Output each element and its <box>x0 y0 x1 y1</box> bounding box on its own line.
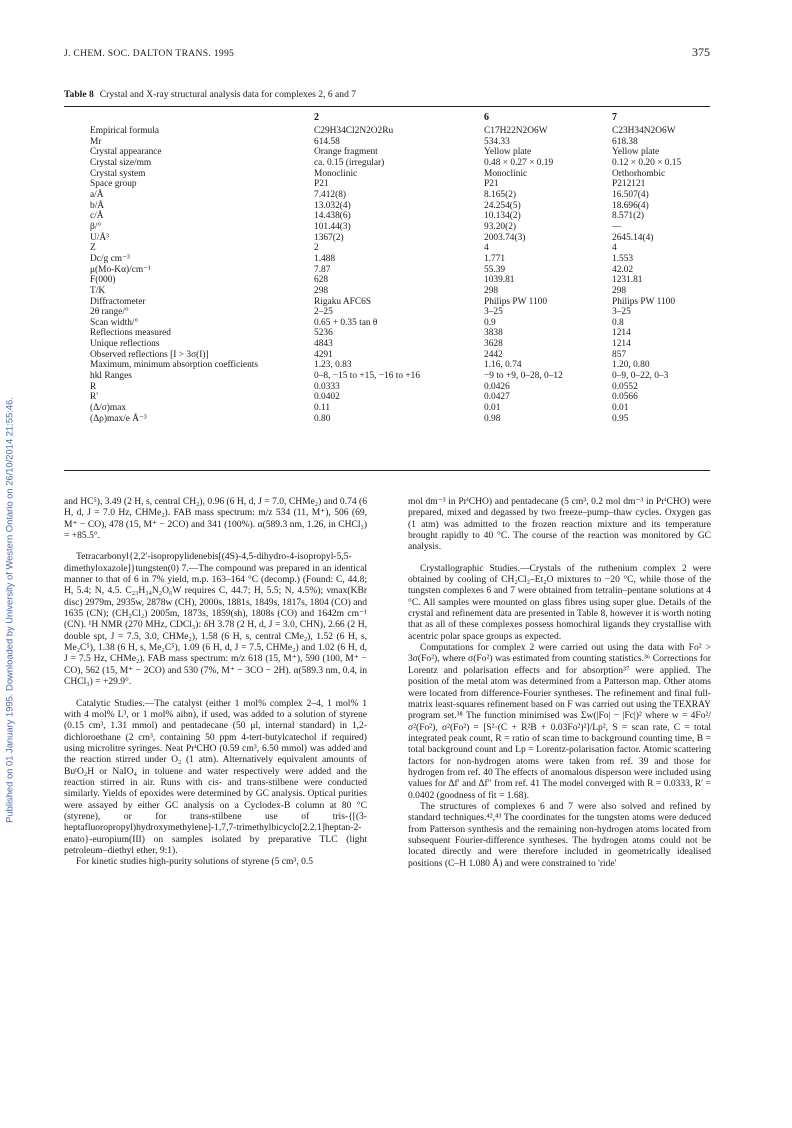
column-header: 6 <box>484 112 489 123</box>
row-label: R <box>90 381 97 392</box>
table-cell: 1.20, 0.80 <box>612 360 650 371</box>
table-row <box>64 169 710 180</box>
table-row <box>64 233 710 244</box>
table-cell: 4843 <box>314 339 333 350</box>
left-text-column <box>64 496 367 868</box>
table-cell: Yellow plate <box>484 147 532 158</box>
table-cell: 857 <box>612 349 627 360</box>
row-label: Observed reflections [I > 3σ(I)] <box>90 349 209 360</box>
running-header <box>64 42 710 62</box>
table-cell: C29H34Cl2N2O2Ru <box>314 126 394 136</box>
table-cell: 0.98 <box>484 413 501 424</box>
paragraph: and HC⁵), 3.49 (2 H, s, central CH₂), 0.96 (6 H, d, J = 7.0, CHMe₂) and 0.74 (6 H, d, J = 7.0 Hz, CHMe₂). FAB mass spectrum: m/z 534 (11, M⁺), 506 (69, M⁺ − CO), 478 (15, M⁺ − 2CO) and 341 (100%). α(589.3 nm, 1.26, in CHCl₃) = +85.5°. <box>64 496 367 542</box>
table-cell: 298 <box>314 285 329 296</box>
table-cell: C17H22N2O6W <box>484 126 548 136</box>
table-cell: 3–25 <box>484 307 503 318</box>
table-row <box>64 318 710 329</box>
table-cell: 0.95 <box>612 413 629 424</box>
table-cell: 3628 <box>484 339 503 350</box>
table-bottom-rule <box>64 470 710 471</box>
table-cell: 298 <box>484 285 499 296</box>
row-label: Empirical formula <box>90 126 159 136</box>
column-header: 7 <box>612 112 617 123</box>
table-cell: 1214 <box>612 328 631 339</box>
row-label: a/Å <box>90 189 104 200</box>
paragraph: For kinetic studies high-purity solutions of styrene (5 cm³, 0.5 <box>76 856 313 868</box>
table-cell: 0.0426 <box>484 381 510 392</box>
table-cell: 0.8 <box>612 317 624 328</box>
row-label: Space group <box>90 179 137 190</box>
table-cell: 0–8, −15 to +15, −16 to +16 <box>314 371 421 382</box>
paragraph: Crystallographic Studies.—Crystals of the ruthenium complex 2 were obtained by cooling of CH₂Cl₂–Et₂O mixtures to −20 °C, while those of the tungsten complexes 6 and 7 were obtained from tetralin–pentane solutions at 4 °C. All samples were mounted on glass fibres using super glue. Details of the crystal and refinement data are presented in Table 8, however it is worth noting that as all of these complexes possess homochiral ligands they crystallise with acentric polar space groups as expected. <box>408 562 711 642</box>
table-row <box>64 339 710 350</box>
table-cell: 18.696(4) <box>612 200 649 211</box>
table-cell: 4 <box>484 243 489 254</box>
row-label: b/Å <box>90 200 105 211</box>
table-cell: 1.16, 0.74 <box>484 360 522 371</box>
table-cell: P21 <box>314 179 329 190</box>
row-label: Crystal system <box>90 168 146 179</box>
table-cell: 0.80 <box>314 413 331 424</box>
row-label: μ(Mo-Kα)/cm⁻¹ <box>90 264 151 275</box>
row-label: Maximum, minimum absorption coefficients <box>90 360 259 371</box>
table-label: Table 8 <box>64 89 94 100</box>
paragraph: Catalytic Studies.—The catalyst (either 1 mol% complex 2–4, 1 mol% 1 with 4 mol% L³, or 1 mol% aibn), if used, was added to a solution of styrene (0.15 cm³, 1.31 mmol) and pentadecane (50 μl, internal standard) in 1,2-dichloroethane (2 cm³, containing 50 ppm 4-tert-butylcatechol if required) using microlitre syringes. Neat PrⁱCHO (0.59 cm³, 6.50 mmol) was added and the reaction stirred under O₂ (1 atm). Alternatively equivalent amounts of BuᵗO₂H or NaIO₄ in toluene and water respectively were added and the reaction stirred in air. Runs with cis- and trans-stilbene were conducted similarly. Yields of epoxides were determined by GC analysis. Optical purities were assayed by either GC analysis on a Cyclodex-B column at 80 °C (styrene), or for trans-stilbene use of tris-{[(3-heptafluoropropyl)hydroxymethylene]-1,7,7-trimethylbicyclo[2.2.1]heptan-2-enato}-europium(III) on samples isolated by preparative TLC (light petroleum–diethyl ether, 9:1). <box>64 697 367 856</box>
table-row <box>64 371 710 382</box>
table-cell: Philips PW 1100 <box>484 296 548 307</box>
table-cell: 0.0333 <box>314 381 340 392</box>
table-row <box>64 190 710 201</box>
table-cell: 55.39 <box>484 264 506 275</box>
row-label: Crystal size/mm <box>90 157 152 168</box>
table-cell: 0.0566 <box>612 392 638 403</box>
row-label: β/° <box>90 221 102 232</box>
table-row <box>64 222 710 233</box>
table-row <box>64 201 710 212</box>
table-cell: 298 <box>612 285 627 296</box>
table-caption <box>64 89 356 100</box>
table-cell: Orange fragment <box>314 147 378 158</box>
row-label: c/Å <box>90 211 104 222</box>
table-row <box>64 158 710 169</box>
row-label: Crystal appearance <box>90 147 162 158</box>
table-cell: 2645.14(4) <box>612 232 654 243</box>
table-cell: P212121 <box>612 179 646 190</box>
row-label: (Δρ)max/e Å⁻³ <box>90 413 147 424</box>
table-cell: Rigaku AFC6S <box>314 296 372 307</box>
table-cell: 4 <box>612 243 617 254</box>
table-row <box>64 392 710 403</box>
table-cell: 1.771 <box>484 253 506 264</box>
table-cell: 14.438(6) <box>314 211 351 222</box>
row-label: U/Å³ <box>90 232 109 243</box>
table-cell: 628 <box>314 275 329 286</box>
table-cell: Orthorhombic <box>612 168 666 179</box>
table-caption-text: Crystal and X-ray structural analysis data for complexes 2, 6 and 7 <box>99 89 357 100</box>
paragraph: Computations for complex 2 were carried out using the data with Fo² > 3σ(Fo²), where σ(Fo²) was estimated from counting statistics.³⁶ Corrections for Lorentz and polarisation effects and for absorption³⁷ were applied. The position of the metal atom was determined from a Patterson map. Other atoms were located from difference-Fourier syntheses. The refinement and final full-matrix least-squares refinement based on F was carried out using the TEXRAY program set.³⁸ The function minimised was Σw(|Fo| − |Fc|)² where w = 4Fo²/σ²(Fo²), σ²(Fo²) = [S²·(C + R²B + 0.03Fo²)²]/Lp², S = scan rate, C = total integrated peak count, R = ratio of scan time to background counting time, B = total background count and Lp = Lorentz-polarisation factor. Atomic scattering factors for non-hydrogen atoms were taken from ref. 39 and those for hydrogen from ref. 40 The effects of anomalous disperson were included using values for Δf′ and Δf″ from ref. 41 The model converged with R = 0.0333, R′ = 0.0402 (goodness of fit = 1.68). <box>408 642 711 801</box>
row-label: Dc/g cm⁻³ <box>90 253 130 264</box>
row-label: 2θ range/° <box>90 307 129 318</box>
table-cell: 0.0427 <box>484 392 510 403</box>
table-row <box>64 414 710 425</box>
table-cell: 0.11 <box>314 403 331 414</box>
table-cell: Yellow plate <box>612 147 660 158</box>
table-cell: 4291 <box>314 349 333 360</box>
table-cell: C23H34N2O6W <box>612 126 676 136</box>
table-cell: 3838 <box>484 328 503 339</box>
table-cell: 0.9 <box>484 317 496 328</box>
table-cell: 534.33 <box>484 136 510 147</box>
table-cell: 2 <box>314 243 319 254</box>
table-cell: Monoclinic <box>314 168 358 179</box>
table-row <box>64 126 710 137</box>
right-text-column <box>408 496 711 869</box>
table-cell: −9 to +9, 0–28, 0–12 <box>484 371 563 382</box>
table-cell: 1367(2) <box>314 232 344 243</box>
table-cell: 0.01 <box>612 403 629 414</box>
row-label: Reflections measured <box>90 328 171 339</box>
table-cell: 0.01 <box>484 403 501 414</box>
paragraph: mol dm⁻³ in PrⁱCHO) and pentadecane (5 cm³, 0.2 mol dm⁻³ in PrⁱCHO) were prepared, mixed and degassed by two freeze–pump–thaw cycles. Oxygen gas (1 atm) was admitted to the frozen reaction mixture and its temperature brought rapidly to 40 °C. The course of the reaction was monitored by GC analysis. <box>408 496 711 553</box>
table-row <box>64 254 710 265</box>
table-row <box>64 275 710 286</box>
table-cell: 1231.81 <box>612 275 643 286</box>
table-cell: 42.02 <box>612 264 634 275</box>
row-label: (Δ/σ)max <box>90 403 127 414</box>
table-cell: 7.87 <box>314 264 331 275</box>
table-cell: 5236 <box>314 328 333 339</box>
table-cell: 101.44(3) <box>314 221 351 232</box>
table-row <box>64 350 710 361</box>
table-cell: 93.20(2) <box>484 221 517 232</box>
table-cell: 13.032(4) <box>314 200 351 211</box>
row-label: hkl Ranges <box>90 371 132 382</box>
table-cell: ca. 0.15 (irregular) <box>314 157 385 168</box>
table-cell: 2–25 <box>314 307 333 318</box>
row-label: Unique reflections <box>90 339 160 350</box>
table-cell: 0.0552 <box>612 381 638 392</box>
table-row <box>64 243 710 254</box>
table-cell: 0–9, 0–22, 0–3 <box>612 371 669 382</box>
table-header-row <box>64 113 710 126</box>
table-cell: 8.165(2) <box>484 189 517 200</box>
row-label: Mr <box>90 136 102 147</box>
table-cell: 2003.74(3) <box>484 232 526 243</box>
row-label: Diffractometer <box>90 296 146 307</box>
journal-name: J. CHEM. SOC. DALTON TRANS. 1995 <box>64 48 235 59</box>
table-row <box>64 328 710 339</box>
table-row <box>64 265 710 276</box>
row-label: F(000) <box>90 275 116 286</box>
table-row <box>64 403 710 414</box>
row-label: R' <box>90 392 98 403</box>
table-cell: 24.254(5) <box>484 200 521 211</box>
row-label: Z <box>90 243 96 254</box>
download-watermark: Published on 01 January 1995. Downloaded by University of Western Ontario on 26/10/2014 21:55:46. <box>3 397 15 823</box>
table-row <box>64 297 710 308</box>
table-cell: 1.553 <box>612 253 634 264</box>
table-cell: 8.571(2) <box>612 211 645 222</box>
crystal-data-table <box>64 113 710 424</box>
table-row <box>64 382 710 393</box>
page-number: 375 <box>692 45 710 59</box>
table-row <box>64 211 710 222</box>
table-cell: 614.58 <box>314 136 340 147</box>
row-label: T/K <box>90 285 106 296</box>
table-row <box>64 360 710 371</box>
paragraph: The structures of complexes 6 and 7 were also solved and refined by standard techniques.⁴²,⁴³ The coordinates for the tungsten atoms were deduced from Patterson synthesis and the remaining non-hydrogen atoms located from subsequent Fourier-difference syntheses. The hydrogen atoms could not be located directly and were therefore included in geometrically idealised positions (C–H 1.080 Å) and were constrained to 'ride' <box>408 800 711 869</box>
row-label: Scan width/° <box>90 317 139 328</box>
table-row <box>64 286 710 297</box>
table-cell: 3–25 <box>612 307 631 318</box>
table-row <box>64 147 710 158</box>
table-cell: 1039.81 <box>484 275 515 286</box>
table-cell: 0.65 + 0.35 tan θ <box>314 317 378 328</box>
table-cell: 0.48 × 0.27 × 0.19 <box>484 157 554 168</box>
table-cell: 0.0402 <box>314 392 340 403</box>
table-row <box>64 137 710 148</box>
table-cell: 1214 <box>612 339 631 350</box>
column-header <box>64 113 314 126</box>
table-cell: 618.38 <box>612 136 638 147</box>
table-row <box>64 307 710 318</box>
table-cell: 0.12 × 0.20 × 0.15 <box>612 157 682 168</box>
column-header: 2 <box>314 112 319 123</box>
table-row <box>64 179 710 190</box>
table-cell: 7.412(8) <box>314 189 347 200</box>
table-cell: Monoclinic <box>484 168 528 179</box>
table-cell: Philips PW 1100 <box>612 296 676 307</box>
table-top-rule <box>64 106 710 107</box>
table-cell: 10.134(2) <box>484 211 521 222</box>
table-cell: 1.23, 0.83 <box>314 360 352 371</box>
table-cell: — <box>612 221 622 232</box>
table-cell: 2442 <box>484 349 503 360</box>
table-cell: 16.507(4) <box>612 189 649 200</box>
table-cell: P21 <box>484 179 499 190</box>
table-cell: 1.488 <box>314 253 336 264</box>
paragraph: Tetracarbonyl{2,2′-isopropylidenebis[(4S)-4,5-dihydro-4-isopropyl-5,5-dimethyloxazole]}tungsten(0) 7.—The compound was prepared in an identical manner to that of 6 in 7% yield, m.p. 163–164 °C (decomp.) (Found: C, 44.8; H, 5.4; N, 4.5. C₂₃H₃₄N₂O₆W requires C, 44.7; H, 5.5; N, 4.5%); νmax(KBr disc) 2979m, 2935w, 2878w (CH), 2000s, 1881s, 1849s, 1817s, 1804 (CO) and 1635 (CN); (CH₂Cl₂) 2005m, 1873s, 1859(sh), 1808s (CO) and 1642m cm⁻¹ (CN). ¹H NMR (270 MHz, CDCl₃): δH 3.78 (2 H, d, J = 3.0, CHN), 2.66 (2 H, double spt, J = 7.5, 3.0, CHMe₂), 1.58 (6 H, s, central CMe₂), 1.52 (6 H, s, Me₂C⁵), 1.38 (6 H, s, Me₂C⁵), 1.09 (6 H, d, J = 7.5, CHMe₂) and 1.02 (6 H, d, J = 7.5 Hz, CHMe₂). FAB mass spectrum: m/z 618 (15, M⁺), 590 (100, M⁺ − CO), 562 (15, M⁺ − 2CO) and 530 (7%, M⁺ − 3CO − 2H). α(589.3 nm, 0.4, in CHCl₃) = +29.9°. <box>64 551 367 688</box>
